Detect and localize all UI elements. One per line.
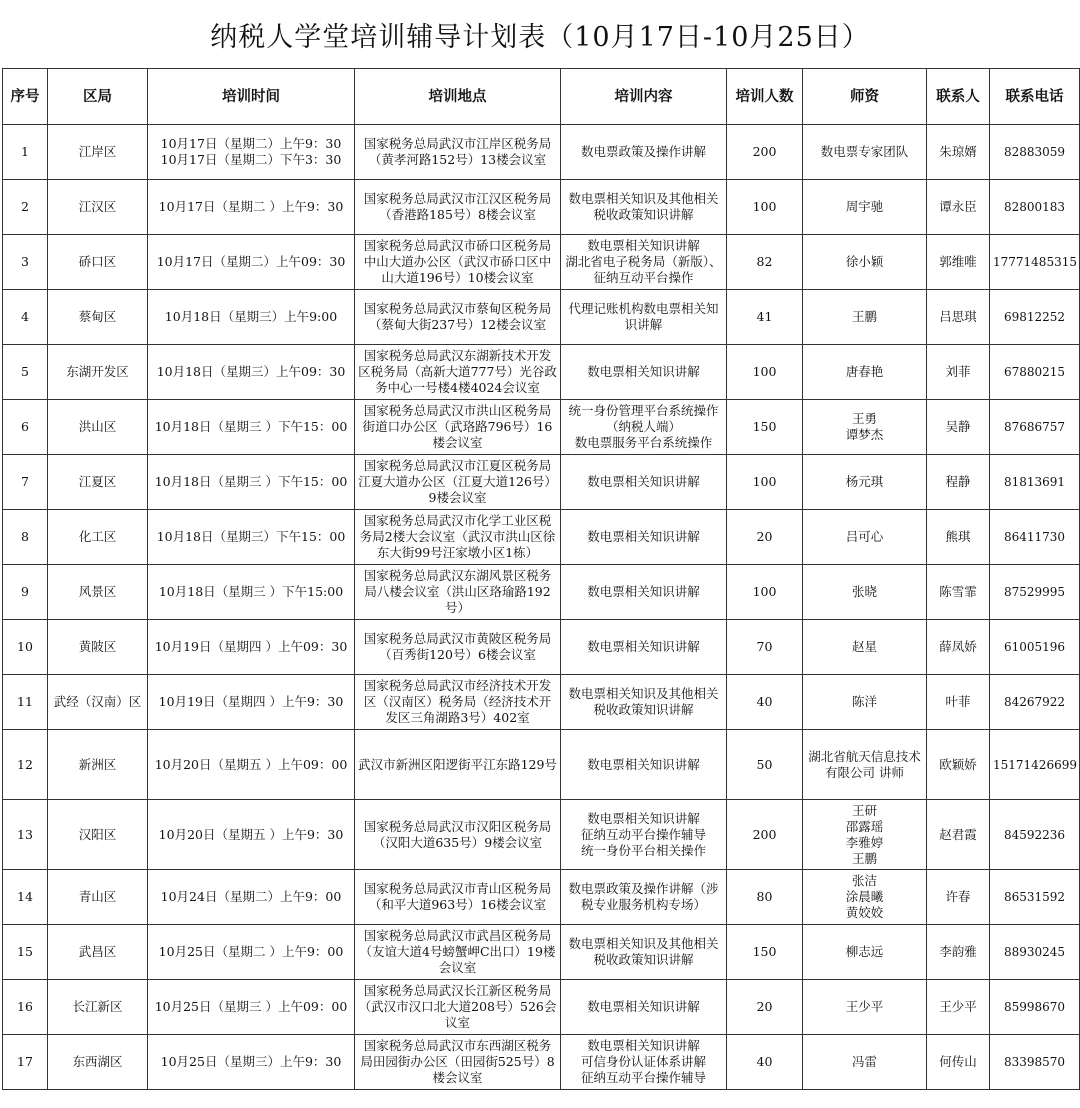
header-teacher: 师资 [803, 69, 927, 125]
cell-teacher: 冯雷 [803, 1035, 927, 1090]
cell-district: 洪山区 [48, 400, 148, 455]
cell-content: 数电票相关知识讲解 [561, 620, 727, 675]
cell-count: 40 [727, 1035, 803, 1090]
cell-content: 代理记账机构数电票相关知识讲解 [561, 290, 727, 345]
cell-time: 10月25日（星期二 ）上午9：00 [148, 925, 355, 980]
cell-location: 国家税务总局武汉市东西湖区税务局田园街办公区（田园街525号）8楼会议室 [355, 1035, 561, 1090]
cell-index: 12 [3, 730, 48, 800]
cell-contact: 叶菲 [927, 675, 990, 730]
cell-index: 15 [3, 925, 48, 980]
cell-phone: 81813691 [990, 455, 1080, 510]
cell-content: 数电票相关知识讲解 [561, 980, 727, 1035]
header-contact: 联系人 [927, 69, 990, 125]
table-row [3, 870, 1080, 925]
cell-location: 国家税务总局武汉市洪山区税务局街道口办公区（武珞路796号）16楼会议室 [355, 400, 561, 455]
header-district: 区局 [48, 69, 148, 125]
cell-contact: 程静 [927, 455, 990, 510]
header-row [3, 69, 1080, 125]
cell-teacher: 吕可心 [803, 510, 927, 565]
cell-district: 硚口区 [48, 235, 148, 290]
cell-district: 新洲区 [48, 730, 148, 800]
cell-teacher: 周宇驰 [803, 180, 927, 235]
cell-contact: 陈雪霏 [927, 565, 990, 620]
table-row [3, 455, 1080, 510]
cell-time: 10月18日（星期三 ）下午15:00 [148, 565, 355, 620]
cell-time: 10月20日（星期五 ）上午9：30 [148, 800, 355, 870]
cell-contact: 谭永臣 [927, 180, 990, 235]
cell-count: 20 [727, 980, 803, 1035]
cell-time: 10月25日（星期三）上午9：30 [148, 1035, 355, 1090]
cell-time: 10月18日（星期三 ）下午15：00 [148, 455, 355, 510]
cell-district: 汉阳区 [48, 800, 148, 870]
cell-district: 武昌区 [48, 925, 148, 980]
cell-index: 10 [3, 620, 48, 675]
cell-count: 100 [727, 180, 803, 235]
cell-content: 数电票政策及操作讲解 [561, 125, 727, 180]
cell-count: 40 [727, 675, 803, 730]
cell-location: 国家税务总局武汉市化学工业区税务局2楼大会议室（武汉市洪山区徐东大街99号汪家墩小区1栋） [355, 510, 561, 565]
cell-phone: 82883059 [990, 125, 1080, 180]
cell-time: 10月19日（星期四 ）上午9：30 [148, 675, 355, 730]
cell-location: 国家税务总局武汉市硚口区税务局中山大道办公区（武汉市硚口区中山大道196号）10楼会议室 [355, 235, 561, 290]
table-row [3, 125, 1080, 180]
table-row [3, 180, 1080, 235]
cell-count: 82 [727, 235, 803, 290]
cell-teacher: 王少平 [803, 980, 927, 1035]
cell-contact: 郭维唯 [927, 235, 990, 290]
cell-teacher: 王勇 谭梦杰 [803, 400, 927, 455]
cell-content: 数电票相关知识及其他相关税收政策知识讲解 [561, 675, 727, 730]
cell-district: 武经（汉南）区 [48, 675, 148, 730]
cell-district: 江岸区 [48, 125, 148, 180]
cell-location: 国家税务总局武汉市江夏区税务局江夏大道办公区（江夏大道126号）9楼会议室 [355, 455, 561, 510]
cell-contact: 熊琪 [927, 510, 990, 565]
table-row [3, 980, 1080, 1035]
cell-count: 200 [727, 800, 803, 870]
cell-phone: 85998670 [990, 980, 1080, 1035]
cell-contact: 薛凤娇 [927, 620, 990, 675]
table-row [3, 730, 1080, 800]
cell-time: 10月20日（星期五 ）上午09：00 [148, 730, 355, 800]
table-row [3, 620, 1080, 675]
cell-index: 4 [3, 290, 48, 345]
cell-teacher: 张洁 涂晨曦 黄姣姣 [803, 870, 927, 925]
cell-district: 青山区 [48, 870, 148, 925]
cell-location: 国家税务总局武汉市蔡甸区税务局（蔡甸大街237号）12楼会议室 [355, 290, 561, 345]
cell-index: 9 [3, 565, 48, 620]
cell-content: 数电票相关知识讲解 可信身份认证体系讲解 征纳互动平台操作辅导 [561, 1035, 727, 1090]
cell-location: 国家税务总局武汉市经济技术开发区（汉南区）税务局（经济技术开发区三角湖路3号）402室 [355, 675, 561, 730]
table-row [3, 675, 1080, 730]
header-count: 培训人数 [727, 69, 803, 125]
cell-teacher: 湖北省航天信息技术有限公司 讲师 [803, 730, 927, 800]
cell-index: 11 [3, 675, 48, 730]
cell-count: 41 [727, 290, 803, 345]
table-row [3, 565, 1080, 620]
cell-time: 10月18日（星期三 ）下午15：00 [148, 400, 355, 455]
table-row [3, 345, 1080, 400]
cell-location: 国家税务总局武汉市武昌区税务局（友谊大道4号螃蟹岬C出口）19楼会议室 [355, 925, 561, 980]
cell-count: 80 [727, 870, 803, 925]
cell-count: 200 [727, 125, 803, 180]
cell-content: 数电票相关知识及其他相关税收政策知识讲解 [561, 180, 727, 235]
cell-contact: 王少平 [927, 980, 990, 1035]
cell-time: 10月18日（星期三）下午15：00 [148, 510, 355, 565]
cell-teacher: 陈洋 [803, 675, 927, 730]
cell-contact: 许春 [927, 870, 990, 925]
table-row [3, 1035, 1080, 1090]
cell-contact: 何传山 [927, 1035, 990, 1090]
cell-content: 数电票政策及操作讲解（涉税专业服务机构专场） [561, 870, 727, 925]
header-content: 培训内容 [561, 69, 727, 125]
cell-content: 数电票相关知识讲解 [561, 455, 727, 510]
cell-phone: 84592236 [990, 800, 1080, 870]
cell-time: 10月18日（星期三）上午09：30 [148, 345, 355, 400]
cell-location: 国家税务总局武汉东湖风景区税务局八楼会议室（洪山区珞瑜路192号） [355, 565, 561, 620]
table-row [3, 290, 1080, 345]
cell-district: 东湖开发区 [48, 345, 148, 400]
header-phone: 联系电话 [990, 69, 1080, 125]
cell-district: 风景区 [48, 565, 148, 620]
cell-location: 国家税务总局武汉长江新区税务局（武汉市汉口北大道208号）526会议室 [355, 980, 561, 1035]
cell-contact: 李韵雅 [927, 925, 990, 980]
cell-teacher: 数电票专家团队 [803, 125, 927, 180]
header-index: 序号 [3, 69, 48, 125]
cell-teacher: 王鹏 [803, 290, 927, 345]
header-time: 培训时间 [148, 69, 355, 125]
cell-phone: 87529995 [990, 565, 1080, 620]
cell-phone: 84267922 [990, 675, 1080, 730]
cell-location: 国家税务总局武汉市青山区税务局（和平大道963号）16楼会议室 [355, 870, 561, 925]
table-row [3, 800, 1080, 870]
table-row [3, 235, 1080, 290]
cell-contact: 吴静 [927, 400, 990, 455]
cell-phone: 88930245 [990, 925, 1080, 980]
cell-time: 10月18日（星期三）上午9:00 [148, 290, 355, 345]
cell-phone: 86411730 [990, 510, 1080, 565]
cell-teacher: 柳志远 [803, 925, 927, 980]
cell-district: 化工区 [48, 510, 148, 565]
cell-count: 100 [727, 565, 803, 620]
page-title: 纳税人学堂培训辅导计划表（10月17日-10月25日） [210, 21, 870, 53]
cell-teacher: 张晓 [803, 565, 927, 620]
cell-index: 16 [3, 980, 48, 1035]
header-location: 培训地点 [355, 69, 561, 125]
cell-index: 17 [3, 1035, 48, 1090]
cell-district: 江夏区 [48, 455, 148, 510]
cell-count: 20 [727, 510, 803, 565]
cell-content: 统一身份管理平台系统操作（纳税人端） 数电票服务平台系统操作 [561, 400, 727, 455]
cell-phone: 67880215 [990, 345, 1080, 400]
cell-index: 13 [3, 800, 48, 870]
cell-content: 数电票相关知识及其他相关税收政策知识讲解 [561, 925, 727, 980]
cell-teacher: 唐春艳 [803, 345, 927, 400]
training-schedule-table [2, 68, 1080, 1090]
cell-content: 数电票相关知识讲解 湖北省电子税务局（新版）、征纳互动平台操作 [561, 235, 727, 290]
cell-content: 数电票相关知识讲解 征纳互动平台操作辅导 统一身份平台相关操作 [561, 800, 727, 870]
cell-time: 10月17日（星期二 ）上午9：30 [148, 180, 355, 235]
cell-index: 3 [3, 235, 48, 290]
cell-district: 江汉区 [48, 180, 148, 235]
cell-district: 黄陂区 [48, 620, 148, 675]
cell-phone: 61005196 [990, 620, 1080, 675]
cell-contact: 刘菲 [927, 345, 990, 400]
cell-phone: 87686757 [990, 400, 1080, 455]
cell-phone: 86531592 [990, 870, 1080, 925]
cell-index: 7 [3, 455, 48, 510]
cell-location: 国家税务总局武汉市汉阳区税务局（汉阳大道635号）9楼会议室 [355, 800, 561, 870]
cell-count: 50 [727, 730, 803, 800]
cell-district: 蔡甸区 [48, 290, 148, 345]
cell-count: 150 [727, 400, 803, 455]
cell-district: 长江新区 [48, 980, 148, 1035]
cell-content: 数电票相关知识讲解 [561, 510, 727, 565]
cell-phone: 69812252 [990, 290, 1080, 345]
cell-teacher: 王研 邵露瑶 李雅婷 王鹏 [803, 800, 927, 870]
cell-index: 6 [3, 400, 48, 455]
cell-count: 150 [727, 925, 803, 980]
cell-location: 国家税务总局武汉市江汉区税务局（香港路185号）8楼会议室 [355, 180, 561, 235]
cell-district: 东西湖区 [48, 1035, 148, 1090]
cell-time: 10月24日（星期二）上午9：00 [148, 870, 355, 925]
cell-index: 14 [3, 870, 48, 925]
cell-teacher: 赵星 [803, 620, 927, 675]
cell-time: 10月25日（星期三 ）上午09：00 [148, 980, 355, 1035]
cell-index: 8 [3, 510, 48, 565]
cell-content: 数电票相关知识讲解 [561, 565, 727, 620]
cell-index: 5 [3, 345, 48, 400]
cell-contact: 朱琼婿 [927, 125, 990, 180]
cell-time: 10月19日（星期四 ）上午09：30 [148, 620, 355, 675]
cell-index: 1 [3, 125, 48, 180]
cell-location: 国家税务总局武汉东湖新技术开发区税务局（高新大道777号）光谷政务中心一号楼4楼4024会议室 [355, 345, 561, 400]
cell-count: 100 [727, 455, 803, 510]
cell-count: 100 [727, 345, 803, 400]
cell-phone: 83398570 [990, 1035, 1080, 1090]
cell-contact: 吕思琪 [927, 290, 990, 345]
cell-time: 10月17日（星期二）上午09：30 [148, 235, 355, 290]
cell-time: 10月17日（星期二）上午9：30 10月17日（星期二）下午3：30 [148, 125, 355, 180]
cell-count: 70 [727, 620, 803, 675]
cell-index: 2 [3, 180, 48, 235]
cell-teacher: 杨元琪 [803, 455, 927, 510]
cell-phone: 17771485315 [990, 235, 1080, 290]
cell-phone: 82800183 [990, 180, 1080, 235]
table-row [3, 925, 1080, 980]
cell-content: 数电票相关知识讲解 [561, 345, 727, 400]
cell-contact: 欧颖娇 [927, 730, 990, 800]
table-row [3, 400, 1080, 455]
table-row [3, 510, 1080, 565]
cell-content: 数电票相关知识讲解 [561, 730, 727, 800]
cell-location: 武汉市新洲区阳逻街平江东路129号 [355, 730, 561, 800]
cell-phone: 15171426699 [990, 730, 1080, 800]
cell-teacher: 徐小颖 [803, 235, 927, 290]
cell-contact: 赵君霞 [927, 800, 990, 870]
cell-location: 国家税务总局武汉市黄陂区税务局（百秀街120号）6楼会议室 [355, 620, 561, 675]
cell-location: 国家税务总局武汉市江岸区税务局（黄孝河路152号）13楼会议室 [355, 125, 561, 180]
